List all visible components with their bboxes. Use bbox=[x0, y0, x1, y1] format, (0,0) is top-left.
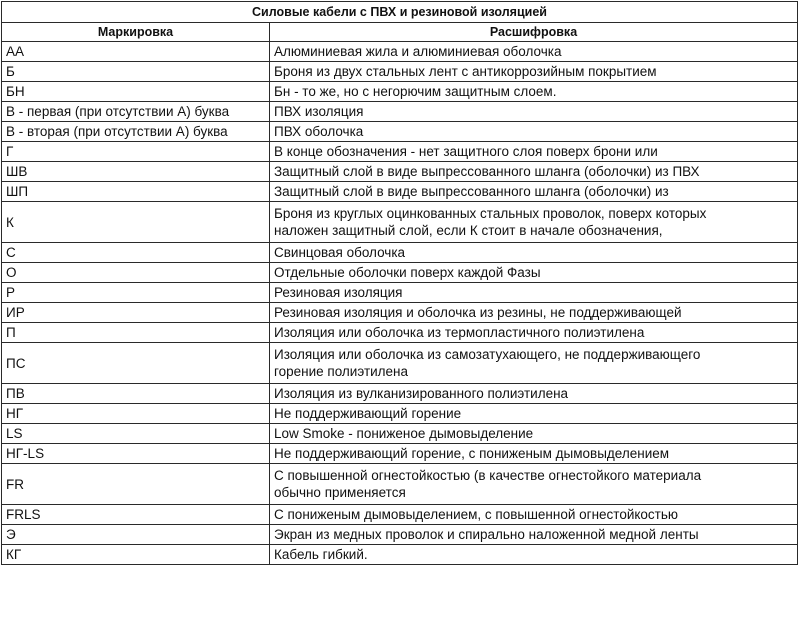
table-header-row bbox=[2, 23, 798, 42]
description-cell bbox=[270, 505, 798, 525]
description-line: Экран из медных проволок и спирально наложенной медной ленты bbox=[274, 527, 699, 542]
description-line: Резиновая изоляция и оболочка из резины, не поддерживающей bbox=[274, 305, 682, 320]
description-line: горение полиэтилена bbox=[274, 364, 409, 379]
cable-marking-table-wrapper bbox=[1, 1, 797, 565]
description-cell bbox=[270, 384, 798, 404]
description-line: Кабель гибкий. bbox=[274, 547, 368, 562]
description-cell bbox=[270, 303, 798, 323]
description-line: С повышенной огнестойкостью (в качестве огнестойкого материала bbox=[274, 468, 702, 483]
description-cell bbox=[270, 545, 798, 565]
column-header-marking: Маркировка bbox=[2, 23, 270, 42]
description-cell bbox=[270, 42, 798, 62]
description-line: наложен защитный слой, если К стоит в начале обозначения, bbox=[274, 223, 663, 238]
marking-code-cell: ШВ bbox=[2, 162, 270, 182]
description-line: Защитный слой в виде выпрессованного шланга (оболочки) из bbox=[274, 184, 669, 199]
marking-code-cell: FR bbox=[2, 464, 270, 505]
description-line: С пониженым дымовыделением, с повышенной огнестойкостью bbox=[274, 507, 679, 522]
description-line: Бн - то же, но с негорючим защитным слоем. bbox=[274, 84, 557, 99]
table-row bbox=[2, 202, 798, 243]
description-line: Не поддерживающий горение, с пониженым дымовыделением bbox=[274, 446, 670, 461]
description-line: ПВХ изоляция bbox=[274, 104, 364, 119]
table-row bbox=[2, 384, 798, 404]
marking-code-cell: Э bbox=[2, 525, 270, 545]
table-row bbox=[2, 505, 798, 525]
table-row bbox=[2, 545, 798, 565]
table-row bbox=[2, 404, 798, 424]
table-row bbox=[2, 263, 798, 283]
description-line: Изоляция из вулканизированного полиэтилена bbox=[274, 386, 569, 401]
marking-code-cell: Р bbox=[2, 283, 270, 303]
table-row bbox=[2, 62, 798, 82]
column-header-description: Расшифровка bbox=[270, 23, 798, 42]
table-row bbox=[2, 525, 798, 545]
marking-code-cell: С bbox=[2, 243, 270, 263]
table-row bbox=[2, 464, 798, 505]
description-cell bbox=[270, 182, 798, 202]
marking-code-cell: LS bbox=[2, 424, 270, 444]
description-cell bbox=[270, 162, 798, 182]
table-row bbox=[2, 182, 798, 202]
description-cell bbox=[270, 243, 798, 263]
table-title: Силовые кабели с ПВХ и резиновой изоляцией bbox=[2, 2, 798, 23]
marking-code-cell: Г bbox=[2, 142, 270, 162]
description-line: В конце обозначения - нет защитного слоя поверх брони или bbox=[274, 144, 658, 159]
table-row bbox=[2, 283, 798, 303]
description-cell bbox=[270, 102, 798, 122]
marking-code-cell: АА bbox=[2, 42, 270, 62]
description-line: Защитный слой в виде выпрессованного шланга (оболочки) из ПВХ bbox=[274, 164, 700, 179]
marking-code-cell: КГ bbox=[2, 545, 270, 565]
description-cell bbox=[270, 263, 798, 283]
description-line: Low Smoke - пониженое дымовыделение bbox=[274, 426, 534, 441]
table-row bbox=[2, 142, 798, 162]
description-line: ПВХ оболочка bbox=[274, 124, 364, 139]
table-row bbox=[2, 82, 798, 102]
table-body bbox=[2, 42, 798, 565]
marking-code-cell: БН bbox=[2, 82, 270, 102]
marking-code-cell: ПВ bbox=[2, 384, 270, 404]
marking-code-cell: О bbox=[2, 263, 270, 283]
marking-code-cell: К bbox=[2, 202, 270, 243]
marking-code-cell: FRLS bbox=[2, 505, 270, 525]
table-row bbox=[2, 303, 798, 323]
description-cell bbox=[270, 122, 798, 142]
description-line: Алюминиевая жила и алюминиевая оболочка bbox=[274, 44, 562, 59]
table-row bbox=[2, 323, 798, 343]
description-line: Изоляция или оболочка из термопластичного полиэтилена bbox=[274, 325, 645, 340]
description-line: Броня из круглых оцинкованных стальных проволок, поверх которых bbox=[274, 206, 707, 221]
table-row bbox=[2, 343, 798, 384]
cable-marking-table bbox=[1, 1, 798, 565]
marking-code-cell: Б bbox=[2, 62, 270, 82]
description-line: Не поддерживающий горение bbox=[274, 406, 462, 421]
description-line: Изоляция или оболочка из самозатухающего, не поддерживающего bbox=[274, 347, 701, 362]
table-row bbox=[2, 243, 798, 263]
marking-code-cell: ШП bbox=[2, 182, 270, 202]
table-row bbox=[2, 122, 798, 142]
description-cell bbox=[270, 62, 798, 82]
description-cell bbox=[270, 525, 798, 545]
table-row bbox=[2, 102, 798, 122]
marking-code-cell: В - первая (при отсутствии А) буква bbox=[2, 102, 270, 122]
marking-code-cell: ИР bbox=[2, 303, 270, 323]
description-line: обычно применяется bbox=[274, 485, 406, 500]
marking-code-cell: В - вторая (при отсутствии А) буква bbox=[2, 122, 270, 142]
marking-code-cell: НГ-LS bbox=[2, 444, 270, 464]
table-row bbox=[2, 42, 798, 62]
description-cell bbox=[270, 343, 798, 384]
description-cell bbox=[270, 142, 798, 162]
description-cell bbox=[270, 444, 798, 464]
table-row bbox=[2, 162, 798, 182]
description-cell bbox=[270, 323, 798, 343]
marking-code-cell: П bbox=[2, 323, 270, 343]
description-line: Свинцовая оболочка bbox=[274, 245, 406, 260]
description-cell bbox=[270, 404, 798, 424]
description-line: Резиновая изоляция bbox=[274, 285, 403, 300]
description-cell bbox=[270, 464, 798, 505]
description-cell bbox=[270, 82, 798, 102]
description-cell bbox=[270, 283, 798, 303]
table-row bbox=[2, 424, 798, 444]
marking-code-cell: НГ bbox=[2, 404, 270, 424]
description-cell bbox=[270, 424, 798, 444]
table-title-row bbox=[2, 2, 798, 23]
table-row bbox=[2, 444, 798, 464]
description-line: Броня из двух стальных лент с антикоррозийным покрытием bbox=[274, 64, 657, 79]
description-line: Отдельные оболочки поверх каждой Фазы bbox=[274, 265, 541, 280]
marking-code-cell: ПС bbox=[2, 343, 270, 384]
description-cell bbox=[270, 202, 798, 243]
